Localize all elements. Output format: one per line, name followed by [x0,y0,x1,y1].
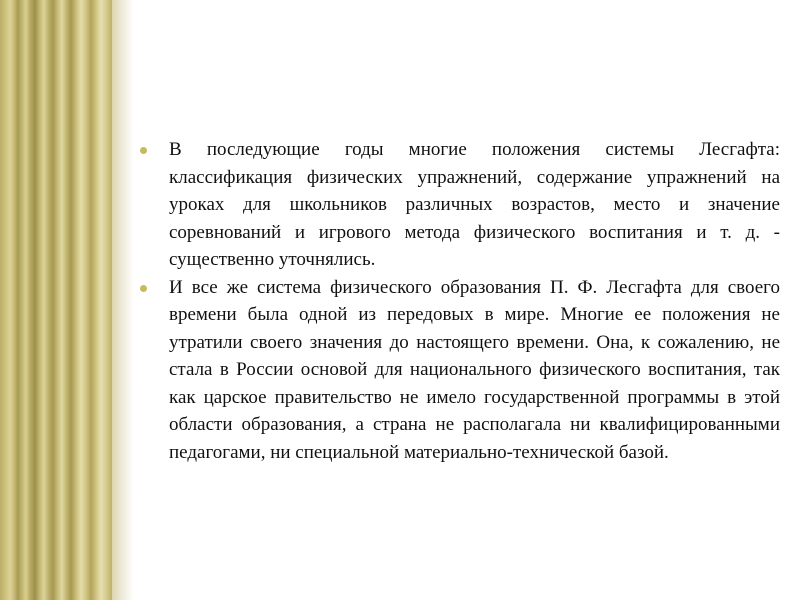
curtain-shadow [112,0,134,600]
curtain-decoration [0,0,112,600]
bullet-text: В последующие годы многие положения системы Лесгафта: классификация физических упражнений, содержание упражнений на уроках для школьников различных возрастов, место и значение соревнований и игрового метода физического воспитания и т. д. - существенно уточнялись. [169,139,780,270]
bullet-item [138,136,780,274]
bullet-dot-icon [140,285,147,292]
bullet-item [138,274,780,467]
bullet-text: И все же система физического образования П. Ф. Лесгафта для своего времени была одной из передовых в мире. Многие ее положения не утратили своего значения до настоящего времени. Она, к сожалению, не стала в России основой для национального физического воспитания, так как царское правительство не имело государственной программы в этой области образования, а страна не располагала ни квалифицированными педагогами, ни специальной материально-технической базой. [169,276,780,463]
bullet-dot-icon [140,147,147,154]
bullet-list [138,136,780,466]
